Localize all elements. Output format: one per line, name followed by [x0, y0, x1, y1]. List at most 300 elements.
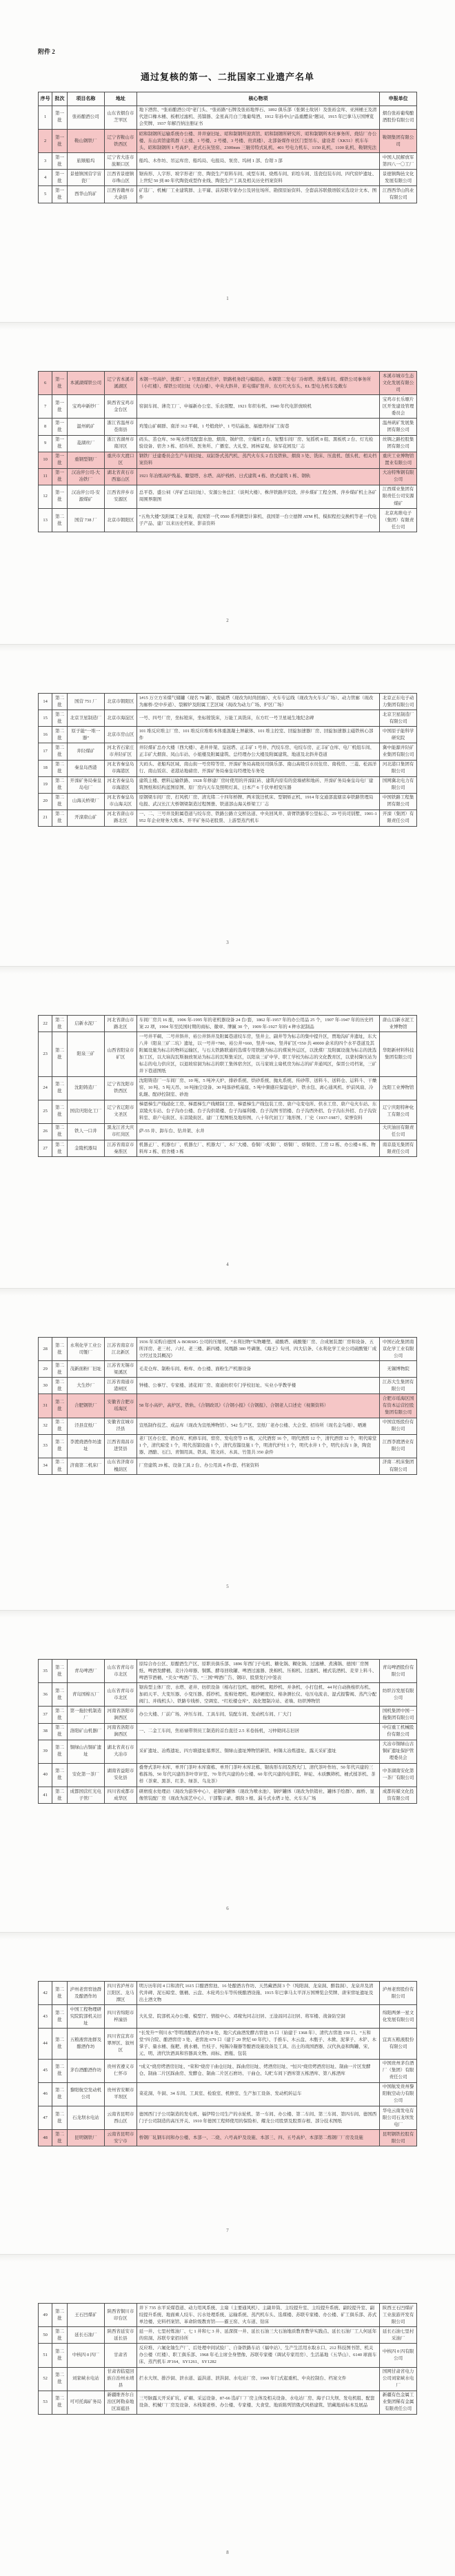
cell-batch: 第二批 — [52, 1982, 67, 2005]
cell-no: 51 — [39, 2344, 52, 2367]
cell-batch: 第二批 — [52, 2029, 67, 2059]
cell-items: 厂房建筑 29 栋、设备工具 2 台、办公用具 4 件/套、档案资料 — [136, 1458, 379, 1474]
cell-no: 2 — [39, 130, 52, 153]
cell-location: 云南省昆明市安宁市 — [105, 2130, 137, 2146]
cell-no: 32 — [39, 1418, 52, 1434]
cell-applicant: 中国石化集团南京化学工业有限公司 — [380, 1338, 417, 1361]
table-row — [39, 468, 417, 485]
cell-items: 码头、茧仓库、50 吨水塔及配套水池、烟囱、锅炉房、立缫机 2 台、复整车间厂房、复摇机 8 组、黑板机 2 台、灯光检验设备、宿舍 3 栋、招待所、医务所、广播室、大礼堂、园林景观、徐军花园及厂志 — [136, 435, 379, 452]
cell-no: 22 — [39, 1016, 52, 1032]
cell-no: 49 — [39, 2304, 52, 2327]
cell-location: 辽宁省辽阳市文圣区 — [105, 1100, 137, 1123]
cell-applicant: 江西李渡酒业有限公司 — [380, 1434, 417, 1458]
cell-items: 沈阳铸造厂一车间厂房、10 吨、5 吨冲天炉、排砂系统、烘砂系统、抛丸系统、传砂带、送料斗、送料仓、运料斗、干燥窑、10 吨、5 吨天吊、10 吨抽尘设备、30 吨落砂机基座、5 吨中频感应保温电炉、铁水包、离心通风机、炉前风扇、冷轧辊、配砂控制室、砂池 — [136, 1076, 379, 1100]
cell-no: 35 — [39, 1660, 52, 1683]
page-title: 通过复核的第一、二批国家工业遗产名单 — [140, 72, 314, 82]
cell-applicant: 中茶湖南安化第一茶厂有限公司 — [380, 1763, 417, 1787]
cell-name: 张裕酿酒公司 — [67, 105, 104, 129]
cell-name: 王石凹煤矿 — [67, 2304, 104, 2327]
cell-no: 30 — [39, 1378, 52, 1394]
cell-applicant: 江苏大生集团有限公司 — [380, 1378, 417, 1394]
cell-no: 38 — [39, 1723, 52, 1740]
cell-name: 第一拖拉机制造厂 — [67, 1707, 104, 1723]
cell-name: 菱湖丝厂 — [67, 435, 104, 452]
document-page — [0, 1610, 455, 1932]
table-row — [39, 1458, 417, 1474]
table-row — [39, 1032, 417, 1076]
cell-applicant: 中国宣纸股份有限公司 — [380, 1418, 417, 1434]
cell-applicant: 冀中能源井陉矿业集团有限公司 — [380, 743, 417, 760]
cell-no: 40 — [39, 1763, 52, 1787]
cell-applicant: 泸州老窖股份有限公司 — [380, 1982, 417, 2005]
cell-applicant: 江西西华山钨业有限公司 — [380, 186, 417, 203]
cell-items: 德国西门子公司制造的发电机、福伊特公司生产的水轮机、第一车间、办公楼、第二车间、第三车间、第四车间、德国西门子公司制造的高压开关、1910 年德国工程师使用的保险柜、耀龙公司股票及股票存根、部分技术图纸 — [136, 2106, 379, 2130]
cell-items: 矿选厂、机械厂工业建筑群、主平窿、前苏联专家办公及居住场所、勘探原始资料、全套前苏联俄语版采选设计文本、图件 — [136, 186, 379, 203]
cell-items: 机器正厂、机器右厂、机器左厂、机器大厂、木厂大楼、卷铜厂/炙铜厂、熔铜厂、熔铜房、工房 12 栋、办公楼 6 栋、物料库 2 栋、宿舍楼 3 栋 — [136, 1140, 379, 1157]
cell-batch: 第一批 — [52, 130, 67, 153]
cell-name: 温州矾矿 — [67, 419, 104, 435]
cell-name: 开滦唐山矿 — [67, 809, 104, 826]
table-row — [39, 2344, 417, 2367]
cell-location: 山东省烟台市芝罘区 — [105, 105, 137, 129]
attachment-label: 附件 2 — [38, 48, 55, 55]
cell-applicant: 中国原子能科学研究院 — [380, 727, 417, 743]
cell-location: 贵州省遵义市仁怀市 — [105, 2059, 137, 2082]
cell-batch: 第二批 — [52, 1378, 67, 1394]
cell-name: 可可托海矿务局 — [67, 2391, 104, 2414]
cell-location: 河南省洛阳市涧西区 — [105, 1707, 137, 1723]
cell-applicant: 重庆工业博物馆置业有限公司 — [380, 452, 417, 468]
cell-no: 47 — [39, 2106, 52, 2130]
table-row — [39, 1787, 417, 1804]
cell-name: 大生纱厂 — [67, 1378, 104, 1394]
table-row — [39, 1140, 417, 1157]
cell-items: “长发升”“利川永”等明清酿酒古作坊 8 处、地穴式曲酒发酵古窖池 15 口（始建于 1368 年）、清代古窖池 159 口、“五和堂”四合院、酿酒窖房 3 处、老窖池 679 口（建于 20 世纪 60 年代）、手推车、木云盘、木甑子、木掀、泥掌子、木铲、木掌子、量水桶、拖耙、挑水桶、竹枝子、纯锡冷凝器等酿酒设施设备及工具、出土的战国酒器、汉代执壶和陶罐、宋、元、明、清代饮酒具和容器具文物、商标、酒瓶、包装 — [136, 2029, 379, 2059]
cell-applicant: 沈阳工业博物馆 — [380, 1076, 417, 1100]
cell-location: 山东省青岛市市北区 — [105, 1660, 137, 1683]
cell-items: 大码头、老船坞区域、南山街一号房特等房、开滦矿务局高级员司俱乐部、南山高级引水员住房、南栈房、三菱、松昌洋行、南山饭店、老港站地磅房、开滦矿务局秦皇岛经理处车务处 — [136, 760, 379, 776]
cell-name: 黎阳航空发动机公司 — [67, 2082, 104, 2106]
cell-name: 石龙坝水电站 — [67, 2106, 104, 2130]
cell-location: 河北省石家庄市井陉矿区 — [105, 743, 137, 760]
table-row — [39, 2082, 417, 2106]
cell-applicant: 宝鸡市长乐塬片区开发建设管理委员会 — [380, 395, 417, 419]
cell-applicant: 唐山启新水泥工业博物馆 — [380, 1016, 417, 1032]
cell-no: 12 — [39, 485, 52, 508]
cell-batch: 第一批 — [52, 395, 67, 419]
cell-batch: 第二批 — [52, 1660, 67, 1683]
cell-name: 开滦矿务局秦皇岛电厂 — [67, 776, 104, 793]
cell-batch: 第二批 — [52, 809, 67, 826]
table-row — [39, 1740, 417, 1763]
cell-location: 河北省秦皇岛市海港区 — [105, 776, 137, 793]
cell-name: 景德镇国营宇宙瓷厂 — [67, 170, 104, 186]
cell-batch: 第二批 — [52, 1683, 67, 1707]
cell-name: 延长石油厂 — [67, 2327, 104, 2344]
table-row — [39, 793, 417, 809]
cell-items: 反应堆、六氟化铀生产厂、后处理中间试验厂、自备铁路车站（福中站）、生产生活用水取水口、212 科技图书馆、机关办公楼（红楼）、职工俱乐部、1968 年毛主席全身塑像、苏联专家楼（调试专家用房）、生活基地（五华山）、6140 球面车床、蒸汽机车 JF164、SY1261、SY1282 — [136, 2344, 379, 2367]
cell-items: 船坞、木作坊、吊运库房、船坞局、电报局、泵房、坞闸 1 部、台钳 3 部 — [136, 153, 379, 170]
cell-items: 桥钢厂轧钢车间和办公楼、本部一、二烧、六号高炉及设施、本部三、四、五号高炉、本部第二炼钢厂厂房及设施 — [136, 2130, 379, 2146]
cell-items: 研磨废水处理站（现改为游客中心）、老锅炉罐体（现改为喷水池）、锅炉罐体（现改为供销社、罐体手绘群）、廊桥、显像管装配厂房（现改为演艺中心）、干部警示录、烟囱 3 根、漏斗式水塔 2 处、火车头广场 — [136, 1787, 379, 1804]
cell-items: 1936 年采购自德国 A·BORSIG 公司的压缩机、“永利旧物”实物雕塑、硝酸塔、硫酸铔厂房、合成氨装置厂房和设备、五所洋房、老三村、六村、老三楼、新四楼、凤凰路 380 号碉堡、《海王》旬刊、四大信条、《永利化学工业公司硫酸铔厂成立经过及其概况》 — [136, 1338, 379, 1361]
cell-applicant: 开滦（集团）有限责任公司 — [380, 809, 417, 826]
document-page — [0, 0, 455, 322]
cell-name: 本溪湖煤铁公司 — [67, 372, 104, 395]
cell-location: 黑龙江省大庆市红岗区 — [105, 1123, 137, 1140]
table-row — [39, 1394, 417, 1418]
cell-items: “成义”烧房烤酒房旧址、“荣和”烧房干曲仓旧址、踩曲房旧址、烤酒房旧址、“恒兴”烧房烤酒房旧址、制曲一片区发酵仓、制曲二片区踩曲房、发酵仓、制曲二片区石磨坊、干曲仓、勾贮车间下酒库第五栋酒库、第八栋酒库 — [136, 2059, 379, 2082]
cell-batch: 第一批 — [52, 153, 67, 170]
cell-location: 甘肃省临夏回族自治州永靖县 — [105, 2367, 137, 2391]
cell-name: 国营 751 厂 — [67, 694, 104, 710]
cell-no: 15 — [39, 710, 52, 727]
cell-batch: 第二批 — [52, 2344, 67, 2367]
cell-items: 58 年小高炉、高炉区、铁轨、《合钢政讯》《合钢小报》《合钢报》、合钢老人口述史（视频资料） — [136, 1394, 379, 1418]
cell-name: 西华山钨矿 — [67, 186, 104, 203]
cell-no: 13 — [39, 509, 52, 532]
cell-batch: 第二批 — [52, 2106, 67, 2130]
cell-applicant: 青岛啤酒股份有限公司 — [380, 1660, 417, 1683]
cell-batch: 第二批 — [52, 743, 67, 760]
cell-items: 原钢梁车间厂房、打风机厂房、清光绪二十四年桥牌、两米铣边机床、型钢矫正机、1914 年交通部直辖京奉铁路管理局电报、武汉长江大桥钢梁制造过程图册、铁道部山海关桥梁工厂志 — [136, 793, 379, 809]
cell-items: 明万历年间 4 口和清代 1615 口酿酒窖池、16 处酿酒古作坊、天然藏酒洞 3 个（纯阳洞、龙泉洞、醉翁洞）、龙泉井及清代井碑、泥石晾堂、甑桶、云盘、木轮鸡公车等传统酿酒设施、1915 年巴拿马太平洋万国博览会奖牌、唐宋窖址遗址及出土酒文物 — [136, 1982, 379, 2005]
cell-items: 1#15 万立方米煤气储罐（现名 79 罐）、脱硫塔（现改为时尚回廊）、火车专运线（现改为火车头广场）、动力管廊（现改为廊桥-空中步道）、裂解炉及附属工艺区域（现改为动力广场、炉区广场） — [136, 694, 379, 710]
table-row — [39, 1763, 417, 1787]
heritage-table — [38, 1659, 417, 1804]
cell-applicant: 国网冀北电力有限公司 — [380, 776, 417, 793]
cell-batch: 第二批 — [52, 1032, 67, 1076]
cell-items: 大礼堂、院部机关办公楼、模型厅、情报中心、邓稼先同志旧居、王淦昌同志旧居、将军楼、战备防空洞 — [136, 2005, 379, 2029]
cell-location: 河北省秦皇岛市海港区 — [105, 760, 137, 776]
cell-applicant: 新疆有色金属工业集团稀有金属有限责任公司 — [380, 2391, 417, 2414]
cell-location: 江西省萍乡市安源区 — [105, 485, 137, 508]
cell-items: 锯齿型主体厂房、水塔、老井、纺织设备（棉布打包机、细纱机、粗纱机、并条机、小打包机、44 吋自动换梭织布机、加码天平、大变压器、小变压器、摇纱机、废棉处理机、粗砂硬度仪、棉条测长仪、电压电流表、湿式报警阀、蒸汽分配阀门、并线机头）、铁路专线桥、空调室、“红松楼仓库”、溴化锂制冷站、老墙、纺织博物馆 — [136, 1683, 379, 1707]
document-page — [0, 644, 455, 966]
cell-items: 延一井、七里村炼油厂、七 1 井和七 3 井、延深探一井、延长石油三大石油地质教育教学实践点、延长石油厂工人何延年的窑洞、苏联专家招待所 — [136, 2327, 379, 2344]
cell-applicant: 中核四 0 四有限公司 — [380, 2344, 417, 2367]
column-header-items: 核心物项 — [136, 92, 379, 106]
cell-applicant: 江西煤业集团有限责任公司安源煤矿 — [380, 485, 417, 508]
cell-items: “五角大楼”及附属工业景观、我国第一代 0500 系列微型计算机、我国第一台立德牌 ATM 机、模拟程控交换机等老一代电子产品、建厂以来历史档案、影音资料 — [136, 509, 379, 532]
cell-location: 陕西省延安市延长县 — [105, 2327, 137, 2344]
cell-items: 井陉煤矿总办大楼（西大楼）、老井井架、皇冠塔、正丰矿 1 号井、汽绞车房、电绞车房、正丰矿仓库、电厂机组车间、正丰矿大烟囱、凤山车站、小姐楼及附属建筑、总经理办公大楼及附属建筑、地道及北斜井巷道 — [136, 743, 379, 760]
cell-no: 50 — [39, 2327, 52, 2344]
table-row — [39, 452, 417, 468]
cell-items: 昭和制钢所运输系统办公楼、井井寮旧址、昭和制钢所迎宾馆、昭和制钢所研究所、昭和制钢所本社事务所、烧结厂办公楼、东山宾馆建筑群（主楼、1 号楼、2 号楼、3 号楼、贵宾楼）、北部备煤作业区门型吊车、建设者（XK51）机车车头、昭和制钢所 1 号高炉、老式石灰竖窑、2300mm 三辊劳特式轧机、401 号电力机车、1150 轧机、1100 轧机、鞍钢宪法 — [136, 130, 379, 153]
cell-batch: 第二批 — [52, 2304, 67, 2327]
cell-items: 101 堆反应堆主厂房、101 堆反应堆堆本体重混凝土屏蔽体、101 堆主控室、回旋加速器厂房、回旋加速器主磁铁核心部件 — [136, 727, 379, 743]
cell-batch: 第二批 — [52, 2367, 67, 2391]
column-header-loc: 地址 — [105, 92, 137, 106]
cell-items: 钢铁厂迁建委员会生产车间旧址、双缸卧式蒸汽机、蒸汽火车头 2 台及铁轨、烟囱 3 处、铣床、压直机、刨头机、相关档案资料 — [136, 452, 379, 468]
cell-batch: 第二批 — [52, 710, 67, 727]
cell-no: 27 — [39, 1140, 52, 1157]
cell-batch: 第二批 — [52, 1394, 67, 1418]
cell-name: 成都国营红光电子管厂 — [67, 1787, 104, 1804]
cell-applicant: 北京兆维电子（集团）有限责任公司 — [380, 509, 417, 532]
cell-items: 窑洞车间、薄壳工厂、申福新办公室、乐农别墅、1921 年织布机、1940 年代电影放映机 — [136, 395, 379, 419]
cell-location: 江苏省南京市秦淮区 — [105, 1140, 137, 1157]
cell-batch: 第一批 — [52, 372, 67, 395]
cell-name: 昆明钢铁厂 — [67, 2130, 104, 2146]
document-page — [0, 322, 455, 644]
table-row — [39, 743, 417, 760]
cell-no: 31 — [39, 1394, 52, 1418]
heritage-table — [38, 1337, 417, 1475]
cell-applicant: 国网甘肃省电力公司刘家峡水电厂 — [380, 2367, 417, 2391]
cell-no: 33 — [39, 1434, 52, 1458]
cell-applicant: 北京正东电子动力集团有限公司 — [380, 694, 417, 710]
cell-batch: 第一批 — [52, 452, 67, 468]
table-row — [39, 2005, 417, 2029]
table-row — [39, 1076, 417, 1100]
cell-batch: 第二批 — [52, 1140, 67, 1157]
cell-name: 合肥钢铁厂 — [67, 1394, 104, 1418]
cell-applicant: 陕西王石凹煤矿工业旅游开发有限公司 — [380, 2304, 417, 2327]
cell-items: 一号、四号厂房，坐标镗床，坐标镗铣床，万能工具铣床，东方红一号卫星诞生地纪念碑 — [136, 710, 379, 727]
table-row — [39, 2106, 417, 2130]
cell-name: 中核四 0 四厂 — [67, 2344, 104, 2367]
cell-name: 秦皇岛西港 — [67, 760, 104, 776]
cell-name: 青岛啤酒厂 — [67, 1660, 104, 1683]
cell-name: 北京卫星制造厂 — [67, 710, 104, 727]
heritage-table — [38, 371, 417, 532]
table-row — [39, 509, 417, 532]
cell-location: 江西省南昌市进贤县 — [105, 1434, 137, 1458]
cell-no: 1 — [39, 105, 52, 129]
heritage-table — [38, 1015, 417, 1157]
cell-name: 五粮液窖池群及酿酒作坊 — [67, 2029, 104, 2059]
cell-no: 26 — [39, 1123, 52, 1140]
cell-name: 铜绿山古铜矿遗址 — [67, 1740, 104, 1763]
cell-name: 国营庆阳化工厂 — [67, 1100, 104, 1123]
cell-applicant: 北京卫星制造厂有限公司 — [380, 710, 417, 727]
table-row — [39, 2304, 417, 2327]
cell-location: 湖北省黄石市西塞山区 — [105, 468, 137, 485]
cell-batch: 第二批 — [52, 776, 67, 793]
cell-batch: 第二批 — [52, 2327, 67, 2344]
cell-location: 四川省绵阳市梓潼县 — [105, 2005, 137, 2029]
table-row — [39, 2391, 417, 2414]
table-row — [39, 435, 417, 452]
cell-location: 安徽省宣城市泾县 — [105, 1418, 137, 1434]
document-page — [0, 966, 455, 1288]
cell-location: 山东省济南市槐荫区 — [105, 1458, 137, 1474]
cell-batch: 第一批 — [52, 468, 67, 485]
cell-batch: 第一批 — [52, 485, 67, 508]
table-row — [39, 1683, 417, 1707]
cell-location: 四川省泸州市江阳区、龙马潭区 — [105, 1982, 137, 2005]
table-row — [39, 1723, 417, 1740]
cell-location: 北京市房山区 — [105, 727, 137, 743]
cell-name: 茂新面粉厂旧址 — [67, 1361, 104, 1378]
cell-batch: 第二批 — [52, 1434, 67, 1458]
cell-location: 河北省唐山市路北区 — [105, 809, 137, 826]
cell-items: 宣纸制作技艺、成品库（现改为宣纸博物馆）、542 生产区、宣纸厂老办公楼、大会堂、招待所（现名金乌楼）、晒滩 — [136, 1418, 379, 1434]
cell-no: 53 — [39, 2391, 52, 2414]
heritage-table — [38, 1981, 417, 2146]
cell-name: 济南第二机床厂 — [67, 1458, 104, 1474]
cell-applicant: 中国人民解放军第四八一〇工厂 — [380, 153, 417, 170]
cell-items: 一、二、三号井及附属巷道与绞车房、铁路公路立交桥达道、中央回风井、唐胥铁路零公里标志、29 号员司别墅、1901-1952 年企业财务大账本、开平矿务局老股票、上游型蒸汽机车 — [136, 809, 379, 826]
table-row — [39, 485, 417, 508]
table-row — [39, 1361, 417, 1378]
cell-applicant: 中国航发贵州黎阳航空动力有限公司 — [380, 2082, 417, 2106]
cell-batch: 第一批 — [52, 105, 67, 129]
cell-no: 46 — [39, 2082, 52, 2106]
table-row — [39, 419, 417, 435]
cell-no: 8 — [39, 419, 52, 435]
cell-items: 地下酒窖、“张裕酿酒公司”老门头、“张裕路”石牌及张裕地界石、1892 俱乐部（张弼士故居）及张裕金库、亚洲桶王及清代进口橡木桶、板框过滤机、蒸馏器、金星高月白兰地葡萄酒、1912 年孙中山“品重醴泉”题词、1915 年巴拿马万国博览会奖牌、1937 年解百纳注册证书 — [136, 105, 379, 129]
cell-batch: 第二批 — [52, 1458, 67, 1474]
cell-applicant: 河北港口集团有限公司 — [380, 760, 417, 776]
cell-applicant: 合肥市瑶海区国有资本运营控股集团有限公司 — [380, 1394, 417, 1418]
page-number: 4 — [226, 1262, 229, 1267]
cell-items: 原综合办公区、原酿酒生产区、原职员俱乐部、1896 年西门子电机、糖化锅、糊化锅、过滤槽、煮沸锅、德国厂房图纸、啤酒发酵桶、麦汁冷却器、铜瓢、酵母回收罐、啤酒过滤器、洗棉机、压棉机、过滤机、桶式装酒机、麦芽上料斗、啤酒节酒桶、“美女”啤酒广告、“三国”啤酒广告、钢印、股票发行中签表 — [136, 1660, 379, 1683]
cell-no: 9 — [39, 435, 52, 452]
cell-no: 5 — [39, 186, 52, 203]
cell-applicant: 宜宾五粮液股份有限公司 — [380, 2029, 417, 2059]
document-page — [0, 1932, 455, 2254]
cell-items: 锯齿形、人字形、坡字形老厂房、陶瓷生产原料车间、成型车间、烧炼车间、彩绘车间、选瓷包装车间、四代窑炉遗址、上世纪 50 到 80 年代陶瓷成型作业线、陶瓷生产工具及相关历史档案资料 — [136, 170, 379, 186]
cell-items: 菜花洞、牛洞、34 车间、工具室、检验室、机修室、生产加工设备、发动机转运车 — [136, 2082, 379, 2106]
cell-batch: 第一批 — [52, 170, 67, 186]
cell-location: 江西省景德镇市珠山区 — [105, 170, 137, 186]
cell-location: 河南省洛阳市涧西区 — [105, 1723, 137, 1740]
cell-no: 21 — [39, 809, 52, 826]
table-row — [39, 130, 417, 153]
cell-batch: 第二批 — [52, 1763, 67, 1787]
cell-location: 云南省昆明市西山区 — [105, 2106, 137, 2130]
cell-items: 梯恩梯生产线硝化工房、梯恩梯生产线精制工房、梯恩梯生产线包装工房、唐户屯变电所、供水工房、唐户屯火车站、东京陵火车站、台子沟办公楼、台子沟供销楼、台子沟福利楼、台子沟图书馆楼、台子沟西外招、台子沟东外招、台子沟资料室、唐户屯街区、东京陵街区、建厂工程图纸及地形图、八十年代初工厂地形图、厂史（1937-1987）、荣誉资料 — [136, 1100, 379, 1123]
cell-location: 山西省阳泉市矿区 — [105, 1032, 137, 1076]
cell-items: 鸡笼山矿硐群、南洋 312 平硐、1 号煅烧炉、1 号结晶池、福德湾村矿工街巷 — [136, 419, 379, 435]
cell-location: 新疆维吾尔自治区阿勒泰地区富蕴县 — [105, 2391, 137, 2414]
table-row — [39, 1434, 417, 1458]
cell-batch: 第二批 — [52, 694, 67, 710]
cell-name: 宝鸡申新纱厂 — [67, 395, 104, 419]
cell-no: 14 — [39, 694, 52, 710]
column-header-batch: 批次 — [52, 92, 67, 106]
cell-name: 青岛国棉五厂 — [67, 1683, 104, 1707]
cell-no: 24 — [39, 1076, 52, 1100]
cell-applicant: 昆明钢铁控股有限公司 — [380, 2130, 417, 2146]
table-row — [39, 1707, 417, 1723]
cell-applicant: 温州矾矿发展集团有限公司 — [380, 419, 417, 435]
table-row — [39, 2029, 417, 2059]
cell-location: 浙江省温州市苍南县 — [105, 419, 137, 435]
cell-name: 原子能“一堆一器” — [67, 727, 104, 743]
cell-name: 阳泉三矿 — [67, 1032, 104, 1076]
cell-batch: 第二批 — [52, 2130, 67, 2146]
cell-location: 安徽省合肥市瑶海区 — [105, 1394, 137, 1418]
cell-batch: 第二批 — [52, 793, 67, 809]
page-number: 8 — [226, 2550, 229, 2555]
cell-batch: 第二批 — [52, 2059, 67, 2082]
cell-location: 贵州省安顺市平坝区 — [105, 2082, 137, 2106]
cell-name: 洛阳矿山机器厂 — [67, 1723, 104, 1740]
cell-applicant: 大冶市铜绿山古铜矿遗址保护管理委员会 — [380, 1740, 417, 1763]
cell-applicant: 中国铁路工程集团有限公司 — [380, 793, 417, 809]
cell-location: 北京市朝阳区 — [105, 694, 137, 710]
cell-batch: 第二批 — [52, 1740, 67, 1763]
table-row — [39, 760, 417, 776]
column-header-no: 序号 — [39, 92, 52, 106]
cell-no: 37 — [39, 1707, 52, 1723]
table-row — [39, 105, 417, 129]
column-header-name: 项目名称 — [67, 92, 104, 106]
cell-batch: 第二批 — [52, 1100, 67, 1123]
heritage-table — [38, 693, 417, 827]
cell-location: 重庆市大渡口区 — [105, 452, 137, 468]
cell-name: 金陵机器局 — [67, 1140, 104, 1157]
cell-location: 河北省唐山市路北区 — [105, 1016, 137, 1032]
cell-no: 6 — [39, 372, 52, 395]
cell-batch: 第二批 — [52, 1361, 67, 1378]
table-header-row — [39, 92, 417, 106]
table-row — [39, 153, 417, 170]
page-number: 2 — [226, 618, 229, 623]
cell-items: 一、二金工车间，焦裕禄带领员工制造的首台直径 2.5 米卷扬机，习仲勋同志旧居 — [136, 1723, 379, 1740]
cell-applicant: 中国贵州茅台酒厂（集团）有限责任公司 — [380, 2059, 417, 2082]
cell-name: 国营 738 厂 — [67, 509, 104, 532]
cell-batch: 第二批 — [52, 1338, 67, 1361]
cell-applicant: 烟台张裕葡萄酿酒股份有限公司 — [380, 105, 417, 129]
table-row — [39, 727, 417, 743]
cell-location: 辽宁省沈阳市铁西区 — [105, 1076, 137, 1100]
table-row — [39, 1016, 417, 1032]
cell-location: 四川省成都市成华区 — [105, 1787, 137, 1804]
cell-no: 16 — [39, 727, 52, 743]
cell-name: 李渡烧酒作坊遗址 — [67, 1434, 104, 1458]
document-page — [0, 2254, 455, 2576]
cell-applicant: 辽宁庆阳特种化工有限公司 — [380, 1100, 417, 1123]
cell-applicant: 成都传媒文化投资有限公司 — [380, 1787, 417, 1804]
page-number: 5 — [226, 1584, 229, 1589]
cell-no: 10 — [39, 452, 52, 468]
cell-no: 42 — [39, 1982, 52, 2005]
table-row — [39, 1378, 417, 1394]
cell-no: 17 — [39, 743, 52, 760]
cell-name: 刘家峡水电站 — [67, 2367, 104, 2391]
cell-name: 重钢型钢厂 — [67, 452, 104, 468]
cell-applicant: 济南二机床集团有限公司 — [380, 1458, 417, 1474]
cell-no: 20 — [39, 793, 52, 809]
page-number: 1 — [226, 296, 229, 301]
cell-applicant: 绵阳两弹一星文化发展有限公司 — [380, 2005, 417, 2029]
table-row — [39, 395, 417, 419]
table-row — [39, 1123, 417, 1140]
column-header-applicant: 申报单位 — [380, 92, 417, 106]
cell-name: 启新水泥厂 — [67, 1016, 104, 1032]
cell-location: 江苏省南京市江北新区 — [105, 1338, 137, 1361]
cell-no: 29 — [39, 1361, 52, 1378]
cell-batch: 第二批 — [52, 2082, 67, 2106]
cell-no: 28 — [39, 1338, 52, 1361]
cell-batch: 第二批 — [52, 1016, 67, 1032]
cell-batch: 第一批 — [52, 435, 67, 452]
table-row — [39, 2130, 417, 2146]
table-row — [39, 170, 417, 186]
cell-items: 本钢一号高炉、洗煤厂、2 号黑田式焦炉、铁路机务段与编组站、本钢第二发电厂冷却塔、洗煤车间、煤铁公司事务所（小红楼）、煤铁公司旧址（大白楼）、中央大斜井、彩屯煤矿竖井、东方红火车头、EL 型电力机车及敞车 — [136, 372, 379, 395]
cell-no: 25 — [39, 1100, 52, 1123]
cell-items: 一号井平硐、二号井斜井、裕公井斜井及附属巷道绞车房，竖井主、副井等为标志的集中提升区，贾地沟矿井遗址，东大八井（阳泉三矿二坑）遗址，以一号井+780、裕公井+660、竖井+606、竖井矿区+550 共 40000 余米的四个水平巷道及其附属设施为标志的物料运输区，与石太铁路联通的选煤专用铁路为标志的煤炭外运区，以洗煤厂及附属设施为标志的洗选加工区，以大垴沟瓦斯抽放泵站为标志的瓦斯集采区，以阳泉三矿中学、职工学校为标志的文化教育区，以蒙村降压站为标志的电力供应区，以退坡窑洞为标志的职工集体宿舍区，以马家坡主扇机房为标志的矿井通风区，保晋公司档案，三矿井下巷道图纸 — [136, 1032, 379, 1076]
cell-name: 茅台酒酿酒作坊 — [67, 2059, 104, 2082]
cell-name: 沈阳铸造厂 — [67, 1076, 104, 1100]
cell-location: 辽宁省大连市旅顺口区 — [105, 153, 137, 170]
cell-location: 河北省秦皇岛市山海关区 — [105, 793, 137, 809]
